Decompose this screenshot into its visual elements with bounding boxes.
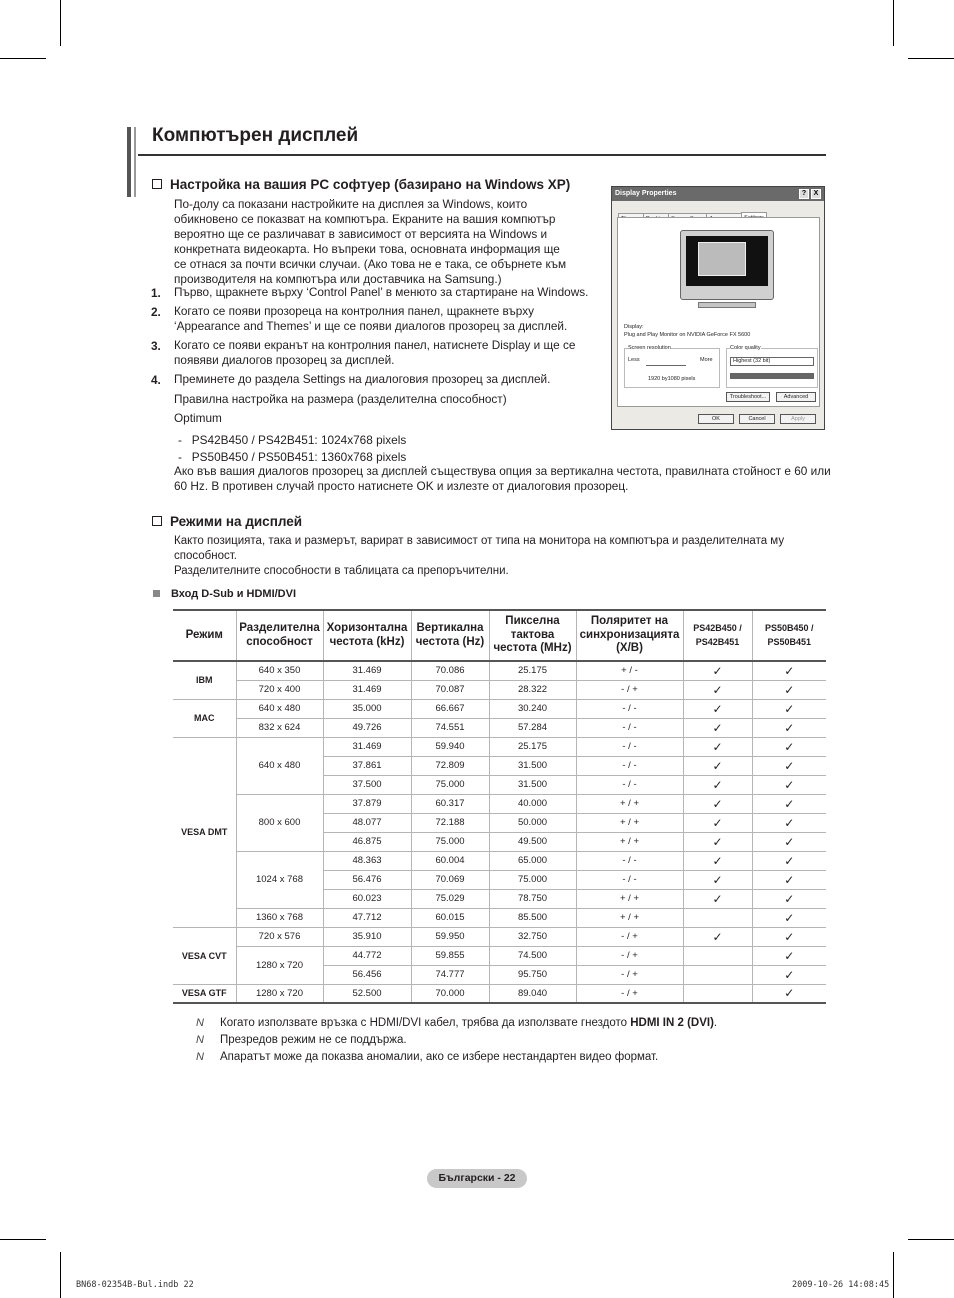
ps42-support-cell	[683, 927, 752, 946]
ps42-support-cell	[683, 832, 752, 851]
check-icon: ✓	[712, 815, 723, 830]
print-date-info: 2009-10-26 14:08:45	[792, 1280, 890, 1290]
check-icon: ✓	[712, 834, 723, 849]
horizontal-frequency-cell: 52.500	[323, 984, 411, 1003]
screen-resolution-group	[624, 348, 720, 388]
close-icon[interactable]: X	[811, 189, 821, 199]
help-icon[interactable]: ?	[799, 189, 809, 199]
horizontal-frequency-cell: 56.476	[323, 870, 411, 889]
sync-polarity-cell: + / -	[576, 661, 683, 680]
resolution-cell: 1360 x 768	[236, 908, 323, 927]
horizontal-frequency-cell: 46.875	[323, 832, 411, 851]
check-icon: ✓	[784, 720, 795, 735]
ps42-support-cell	[683, 965, 752, 984]
vertical-frequency-cell: 59.940	[411, 737, 489, 756]
note-nonstandard: N Апаратът може да показва аномалии, ако се избере нестандартен видео формат.	[196, 1051, 659, 1063]
resolution-cell: 640 x 350	[236, 661, 323, 680]
sync-polarity-cell: - / -	[576, 699, 683, 718]
ps42-support-cell	[683, 813, 752, 832]
table-body	[173, 661, 826, 1003]
horizontal-frequency-cell: 49.726	[323, 718, 411, 737]
check-icon: ✓	[784, 796, 795, 811]
resolution-cell: 640 x 480	[236, 737, 323, 794]
sync-polarity-cell: - / +	[576, 946, 683, 965]
table-row	[173, 946, 826, 965]
check-icon: ✓	[784, 948, 795, 963]
horizontal-frequency-cell: 37.500	[323, 775, 411, 794]
page-number-badge: Български - 22	[427, 1169, 527, 1188]
horizontal-frequency-cell: 37.861	[323, 756, 411, 775]
pixel-clock-cell: 25.175	[489, 661, 576, 680]
vertical-frequency-cell: 66.667	[411, 699, 489, 718]
ps50-support-cell	[752, 927, 826, 946]
check-icon: ✓	[784, 891, 795, 906]
title-accent-bar	[134, 127, 136, 197]
check-icon: ✓	[712, 929, 723, 944]
title-accent-bar	[127, 127, 131, 197]
ps42-support-cell	[683, 889, 752, 908]
mode-cell: IBM	[173, 661, 236, 699]
display-modes-description: Както позицията, така и размерът, варират в зависимост от типа на монитора на компютъра и разделителната му способност. Разделителните способности в таблицата са препоръчителни.	[174, 535, 785, 577]
header-horizontal-frequency: Хоризонтална честота (kHz)	[323, 610, 411, 661]
ps42-support-cell	[683, 851, 752, 870]
ps42-support-cell	[683, 718, 752, 737]
crop-mark	[0, 58, 46, 59]
model-resolution: - PS42B450 / PS42B451: 1024x768 pixels	[178, 433, 407, 447]
ps42-support-cell	[683, 680, 752, 699]
resolution-value: 1920 by1080 pixels	[648, 376, 696, 382]
table-row	[173, 851, 826, 870]
table-row	[173, 718, 826, 737]
resolution-cell: 640 x 480	[236, 699, 323, 718]
crop-mark	[0, 1239, 46, 1240]
pixel-clock-cell: 31.500	[489, 775, 576, 794]
step-number: 3.	[151, 339, 161, 353]
ps42-support-cell	[683, 908, 752, 927]
sync-polarity-cell: - / -	[576, 775, 683, 794]
ps50-support-cell	[752, 946, 826, 965]
note-icon: N	[196, 1051, 204, 1063]
crop-mark	[908, 1239, 954, 1240]
header-vertical-frequency: Вертикална честота (Hz)	[411, 610, 489, 661]
display-properties-dialog	[611, 186, 825, 430]
monitor-stand-icon	[698, 302, 756, 308]
table-row	[173, 699, 826, 718]
table-row	[173, 984, 826, 1003]
ps50-support-cell	[752, 794, 826, 813]
check-icon: ✓	[784, 986, 795, 1001]
sync-polarity-cell: - / +	[576, 965, 683, 984]
ps42-support-cell	[683, 794, 752, 813]
ps50-support-cell	[752, 699, 826, 718]
vertical-frequency-cell: 70.086	[411, 661, 489, 680]
monitor-icon	[680, 230, 774, 300]
crop-mark	[60, 1252, 61, 1298]
color-quality-select[interactable]: Highest (32 bit)	[730, 357, 814, 366]
ps42-support-cell	[683, 737, 752, 756]
vertical-frequency-cell: 59.855	[411, 946, 489, 965]
title-rule	[138, 154, 826, 156]
dialog-titlebar	[612, 187, 824, 201]
check-icon: ✓	[784, 777, 795, 792]
step-number: 1.	[151, 286, 161, 300]
ps42-support-cell	[683, 946, 752, 965]
check-icon: ✓	[784, 815, 795, 830]
horizontal-frequency-cell: 56.456	[323, 965, 411, 984]
horizontal-frequency-cell: 35.910	[323, 927, 411, 946]
sync-polarity-cell: + / +	[576, 908, 683, 927]
pixel-clock-cell: 95.750	[489, 965, 576, 984]
step-text: Когато се появи екранът на контролния панел, натиснете Display и ще се появяви диалогов прозорец за дисплей.	[174, 338, 576, 367]
check-icon: ✓	[712, 872, 723, 887]
color-quality-bar	[730, 373, 814, 379]
mode-cell: MAC	[173, 699, 236, 737]
input-label: Вход D-Sub и HDMI/DVI	[153, 588, 296, 600]
ps50-support-cell	[752, 870, 826, 889]
sync-polarity-cell: + / +	[576, 832, 683, 851]
horizontal-frequency-cell: 44.772	[323, 946, 411, 965]
pixel-clock-cell: 78.750	[489, 889, 576, 908]
pixel-clock-cell: 25.175	[489, 737, 576, 756]
resolution-cell: 720 x 576	[236, 927, 323, 946]
ps42-support-cell	[683, 661, 752, 680]
pixel-clock-cell: 40.000	[489, 794, 576, 813]
ps50-support-cell	[752, 813, 826, 832]
pixel-clock-cell: 57.284	[489, 718, 576, 737]
ps50-support-cell	[752, 680, 826, 699]
pixel-clock-cell: 32.750	[489, 927, 576, 946]
horizontal-frequency-cell: 48.077	[323, 813, 411, 832]
ps50-support-cell	[752, 889, 826, 908]
crop-mark	[60, 0, 61, 46]
check-icon: ✓	[712, 796, 723, 811]
cancel-button[interactable]: Cancel	[739, 414, 775, 424]
check-icon: ✓	[784, 929, 795, 944]
screen-resolution-label: Screen resolution	[628, 345, 671, 351]
vertical-frequency-cell: 60.317	[411, 794, 489, 813]
sync-polarity-cell: - / -	[576, 718, 683, 737]
vertical-frequency-cell: 72.809	[411, 756, 489, 775]
pixel-clock-cell: 31.500	[489, 756, 576, 775]
ps50-support-cell	[752, 775, 826, 794]
ps50-support-cell	[752, 851, 826, 870]
sync-polarity-cell: - / -	[576, 737, 683, 756]
note-icon: N	[196, 1034, 204, 1046]
vertical-frequency-cell: 70.069	[411, 870, 489, 889]
pixel-clock-cell: 50.000	[489, 813, 576, 832]
header-resolution: Разделителна способност	[236, 610, 323, 661]
dialog-title: Display Properties	[615, 190, 677, 197]
check-icon: ✓	[784, 758, 795, 773]
resolution-line: Правилна настройка на размера (разделителна способност)	[174, 392, 507, 406]
check-icon: ✓	[784, 853, 795, 868]
resolution-cell: 720 x 400	[236, 680, 323, 699]
horizontal-frequency-cell: 31.469	[323, 680, 411, 699]
check-icon: ✓	[712, 720, 723, 735]
horizontal-frequency-cell: 31.469	[323, 737, 411, 756]
resolution-cell: 832 x 624	[236, 718, 323, 737]
ps50-support-cell	[752, 718, 826, 737]
vertical-frequency-cell: 75.029	[411, 889, 489, 908]
step-number: 2.	[151, 305, 161, 319]
checkbox-bullet-icon	[152, 516, 162, 526]
check-icon: ✓	[784, 834, 795, 849]
mode-cell: VESA DMT	[173, 737, 236, 927]
troubleshoot-button[interactable]: Troubleshoot...	[726, 392, 770, 402]
sync-polarity-cell: - / -	[576, 870, 683, 889]
check-icon: ✓	[784, 967, 795, 982]
resolution-cell: 1024 x 768	[236, 851, 323, 908]
pixel-clock-cell: 49.500	[489, 832, 576, 851]
section-heading-display-modes: Режими на дисплей	[152, 514, 302, 529]
table-row	[173, 794, 826, 813]
check-icon: ✓	[784, 682, 795, 697]
table-row	[173, 680, 826, 699]
vertical-frequency-cell: 75.000	[411, 775, 489, 794]
horizontal-frequency-cell: 60.023	[323, 889, 411, 908]
mode-cell: VESA GTF	[173, 984, 236, 1003]
resolution-cell: 1280 x 720	[236, 946, 323, 984]
vertical-frequency-cell: 70.087	[411, 680, 489, 699]
vertical-frequency-cell: 74.777	[411, 965, 489, 984]
ps50-support-cell	[752, 984, 826, 1003]
horizontal-frequency-cell: 47.712	[323, 908, 411, 927]
check-icon: ✓	[784, 739, 795, 754]
display-label: Display:	[624, 324, 644, 330]
vertical-frequency-cell: 60.004	[411, 851, 489, 870]
square-bullet-icon	[153, 590, 160, 597]
step-text: Когато се появи прозореца на контролния панел, щракнете върху ‘Appearance and Themes’ и ще се появи диалогов прозорец за дисплей.	[174, 304, 568, 333]
color-quality-group	[726, 348, 818, 388]
ps42-support-cell	[683, 775, 752, 794]
advanced-button[interactable]: Advanced	[776, 392, 816, 402]
ps50-support-cell	[752, 908, 826, 927]
less-label: Less	[628, 357, 640, 363]
ps42-support-cell	[683, 699, 752, 718]
vertical-frequency-cell: 75.000	[411, 832, 489, 851]
color-quality-label: Color quality	[730, 345, 761, 351]
sync-polarity-cell: - / +	[576, 927, 683, 946]
step-text: Първо, щракнете върху ‘Control Panel’ в менюто за стартиране на Windows.	[174, 285, 589, 299]
note-interlace: N Презредов режим не се поддържа.	[196, 1034, 407, 1046]
header-sync-polarity: Поляритет на синхронизацията (Х/В)	[576, 610, 683, 661]
optimum-label: Optimum	[174, 411, 222, 425]
sync-polarity-cell: + / +	[576, 813, 683, 832]
header-pixel-clock: Пикселна тактова честота (MHz)	[489, 610, 576, 661]
page-title: Компютърен дисплей	[152, 125, 359, 146]
note-icon: N	[196, 1017, 204, 1029]
print-file-info: BN68-02354B-Bul.indb 22	[76, 1280, 194, 1290]
horizontal-frequency-cell: 35.000	[323, 699, 411, 718]
crop-mark	[893, 1252, 894, 1298]
pixel-clock-cell: 74.500	[489, 946, 576, 965]
ps42-support-cell	[683, 984, 752, 1003]
check-icon: ✓	[712, 682, 723, 697]
check-icon: ✓	[784, 663, 795, 678]
header-ps42: PS42B450 / PS42B451	[683, 610, 752, 661]
resolution-cell: 800 x 600	[236, 794, 323, 851]
crop-mark	[908, 58, 954, 59]
note-hdmi: N Когато използвате връзка с HDMI/DVI кабел, трябва да използвате гнездото HDMI IN 2 (DVI).	[196, 1017, 718, 1029]
sync-polarity-cell: + / +	[576, 794, 683, 813]
check-icon: ✓	[712, 853, 723, 868]
vertical-frequency-cell: 59.950	[411, 927, 489, 946]
table-row	[173, 927, 826, 946]
pixel-clock-cell: 89.040	[489, 984, 576, 1003]
pixel-clock-cell: 28.322	[489, 680, 576, 699]
table-row	[173, 661, 826, 680]
table-row	[173, 737, 826, 756]
vertical-frequency-cell: 60.015	[411, 908, 489, 927]
apply-button[interactable]: Apply	[780, 414, 816, 424]
table-header-row	[173, 610, 826, 661]
section-heading-pc-software: Настройка на вашия PC софтуер (базирано на Windows XP)	[152, 177, 570, 192]
header-ps50: PS50B450 / PS50B451	[752, 610, 826, 661]
pixel-clock-cell: 85.500	[489, 908, 576, 927]
crop-mark	[893, 0, 894, 46]
sync-polarity-cell: - / -	[576, 851, 683, 870]
checkbox-bullet-icon	[152, 179, 162, 189]
table-row	[173, 908, 826, 927]
model-resolution: - PS50B450 / PS50B451: 1360x768 pixels	[178, 450, 407, 464]
sync-polarity-cell: - / +	[576, 680, 683, 699]
more-label: More	[700, 357, 713, 363]
check-icon: ✓	[784, 701, 795, 716]
check-icon: ✓	[712, 758, 723, 773]
check-icon: ✓	[712, 663, 723, 678]
check-icon: ✓	[712, 739, 723, 754]
sync-polarity-cell: - / +	[576, 984, 683, 1003]
check-icon: ✓	[712, 777, 723, 792]
ps50-support-cell	[752, 737, 826, 756]
ps42-support-cell	[683, 870, 752, 889]
sync-polarity-cell: - / -	[576, 756, 683, 775]
ps50-support-cell	[752, 756, 826, 775]
ps50-support-cell	[752, 832, 826, 851]
ok-button[interactable]: OK	[698, 414, 734, 424]
horizontal-frequency-cell: 31.469	[323, 661, 411, 680]
vertical-frequency-cell: 70.000	[411, 984, 489, 1003]
check-icon: ✓	[712, 701, 723, 716]
check-icon: ✓	[784, 910, 795, 925]
mode-cell: VESA CVT	[173, 927, 236, 984]
pixel-clock-cell: 75.000	[489, 870, 576, 889]
pixel-clock-cell: 65.000	[489, 851, 576, 870]
resolution-slider[interactable]	[646, 365, 686, 366]
intro-paragraph: По-долу са показани настройките на дисплея за Windows, които обикновено се показват на компютъра. Екраните на вашия компютър вероятно ще се различават в зависимост от версията на Windows и конкретната видеокарта. Но въпреки това, основната информация ще се отнася за почти всички случаи. (Ако това не е така, се обърнете към производителя на компютъра или доставчика на Samsung.)	[174, 197, 567, 286]
check-icon: ✓	[712, 891, 723, 906]
ps42-support-cell	[683, 756, 752, 775]
step-text: Преминете до раздела Settings на диалоговия прозорец за дисплей.	[174, 372, 551, 386]
vertical-frequency-cell: 74.551	[411, 718, 489, 737]
resolution-cell: 1280 x 720	[236, 984, 323, 1003]
sync-polarity-cell: + / +	[576, 889, 683, 908]
display-modes-table	[173, 609, 826, 1004]
check-icon: ✓	[784, 872, 795, 887]
header-mode: Режим	[173, 610, 236, 661]
horizontal-frequency-cell: 37.879	[323, 794, 411, 813]
ps50-support-cell	[752, 965, 826, 984]
display-value: Plug and Play Monitor on NVIDIA GeForce FX 5600	[624, 332, 751, 338]
horizontal-frequency-cell: 48.363	[323, 851, 411, 870]
vertical-frequency-note: Ако във вашия диалогов прозорец за дисплей съществува опция за вертикална честота, правилната стойност е 60 или 60 Hz. В противен случай просто натиснете OK и излезте от диалоговия прозорец.	[174, 464, 831, 493]
pixel-clock-cell: 30.240	[489, 699, 576, 718]
vertical-frequency-cell: 72.188	[411, 813, 489, 832]
settings-panel	[617, 217, 820, 407]
ps50-support-cell	[752, 661, 826, 680]
step-number: 4.	[151, 373, 161, 387]
